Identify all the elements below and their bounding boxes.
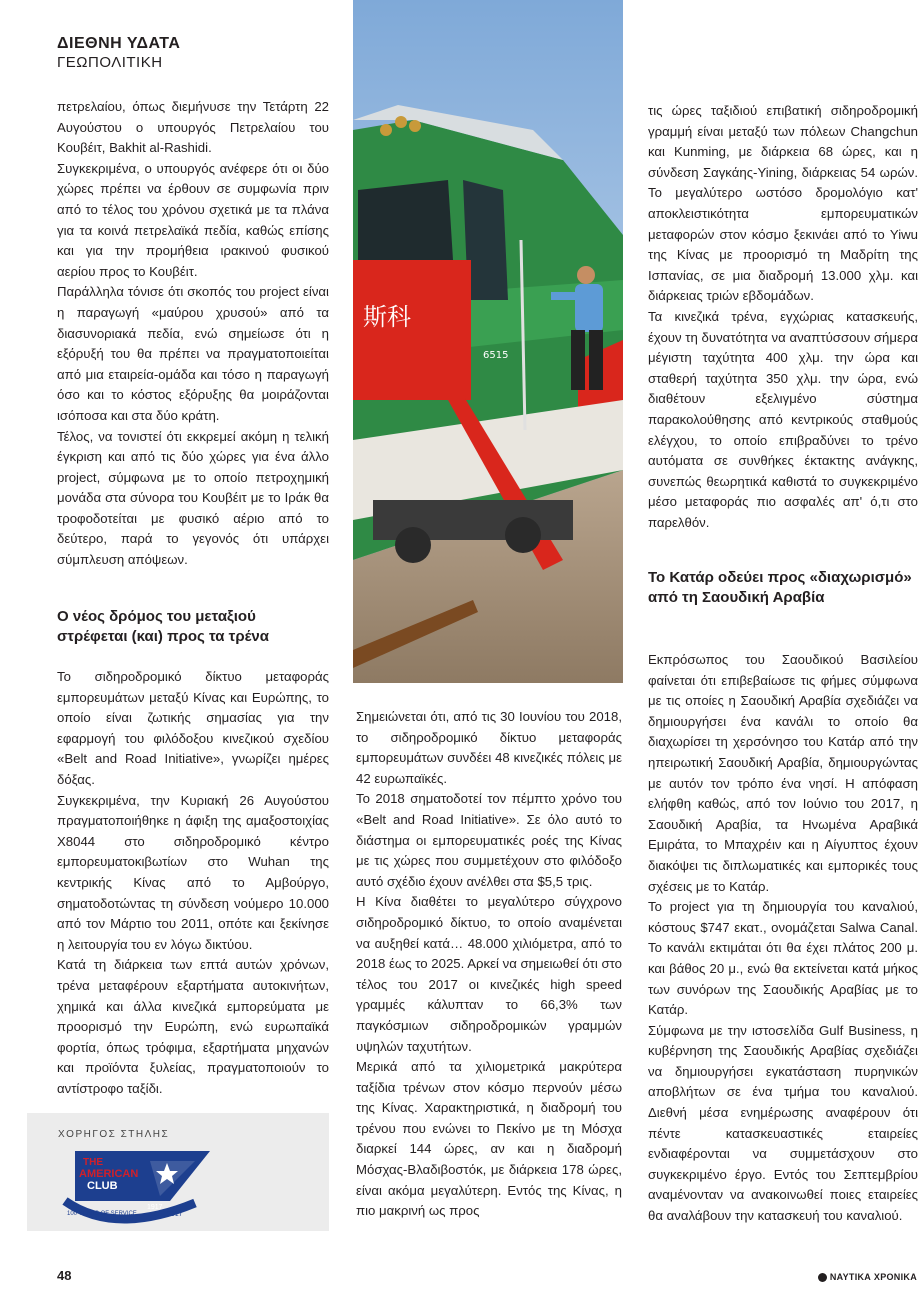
logo-line1: THE xyxy=(83,1157,103,1168)
paragraph: Κατά τη διάρκεια των επτά αυτών χρόνων, τρένα μεταφέρουν εξαρτήματα αυτοκινήτων, χημικά και άλλα κινεζικά εμπορεύματα με προορισμό την Ευρώπη, ενώ ευρωπαϊκά φορτία, όπως τρόφιμα, εξαρτήματα μηχανών και προϊόντα ξυλείας, πραγματοποιούν το αντίστροφο ταξίδι. xyxy=(57,957,329,1096)
paragraph: Εκπρόσωπος του Σαουδικού Βασιλείου φαίνεται ότι επιβεβαίωσε τις φήμες σύμφωνα με τις οποίες η Σαουδική Αραβία σχεδιάζει να δημιουργήσει ένα κανάλι το οποίο θα διαχωρίσει τη χερσόνησο του Κατάρ από την ηπειρωτική Σαουδική Αραβία, δημιουργώντας με αυτόν τον τρόπο ένα νησί. Η απόφαση ελήφθη καθώς, από τον Ιούνιο του 2017, η Σαουδική Αραβία, τα Ηνωμένα Αραβικά Εμιράτα, το Μπαχρέιν και η Αίγυπτος έχουν διακόψει τις διπλωματικές και εμπορικές τους σχέσεις με το Κατάρ. xyxy=(648,652,918,894)
train-photo xyxy=(353,0,623,683)
paragraph: Το 2018 σηματοδοτεί τον πέμπτο χρόνο του «Belt and Road Initiative». Σε όλο αυτό το διάστημα οι εμπορευματικές ροές της Κίνας με τις χώρες που συμμετέχουν στο φιλόδοξο αυτό σχέδιο έχουν ανέλθει στα $5,5 τρις. xyxy=(356,791,622,889)
logo-arc: 100 YEARS OF SERVICE xyxy=(67,1211,137,1217)
paragraph: Η Κίνα διαθέτει το μεγαλύτερο σύγχρονο σιδηροδρομικό δίκτυο, το οποίο αναμένεται να αυξηθεί κατά… 48.000 χιλιόμετρα, από το 2018 έως το 2025. Αρκεί να σημειωθεί ότι στο τέλος του 2017 οι κινεζικές high speed γραμμές κάλυπταν το 66,3% των παγκόσμιων σιδηροδρομικών γραμμών υψηλών ταχυτήτων. xyxy=(356,894,622,1054)
american-club-logo xyxy=(55,1141,215,1231)
train-illustration xyxy=(353,0,623,683)
column-3-bottom xyxy=(648,650,918,1227)
brand-logo-icon xyxy=(818,1273,827,1282)
column-2 xyxy=(356,707,622,1222)
loco-number: 6515 xyxy=(483,350,509,361)
section-title: ΔΙΕΘΝΗ ΥΔΑΤΑ xyxy=(57,35,181,52)
section-subtitle: ΓΕΩΠΟΛΙΤΙΚΗ xyxy=(57,54,163,71)
logo-year-start: 1917 xyxy=(147,1204,163,1211)
paragraph: Συγκεκριμένα, ο υπουργός ανέφερε ότι οι δύο χώρες πρέπει να έρθουν σε συμφωνία πριν από το τέλος του χρόνου σχετικά με τα πλάνα για τα κοινά πετρελαϊκά πεδία, καθώς επίσης και για την προμήθεια ιρακινού φυσικού αερίου προς το Κουβέιτ. xyxy=(57,160,329,279)
page-header xyxy=(57,34,180,72)
page-number: 48 xyxy=(57,1268,72,1283)
subheading-qatar: Το Κατάρ οδεύει προς «διαχωρισμό» από τη Σαουδική Αραβία xyxy=(648,569,912,606)
paragraph: τις ώρες ταξιδιού επιβατική σιδηροδρομική γραμμή είναι μεταξύ των πόλεων Changchun και Kunming, με διάρκεια 68 ώρες, και η σύνδεση Σαγκάης-Yining, διάρκειας 54 ωρών. Το μεγαλύτερο ωστόσο δρομολόγιο κατ' αποκλειστικότητα εμπορευματικών μεταφορών στον κόσμο ξεκινάει από το Yiwu της Κίνας με προορισμό τη Μαδρίτη της Ισπανίας, σε μια διαδρομή 13.000 χλμ. και διάρκειας τριών εβδομάδων. xyxy=(648,103,918,304)
sponsor-label: ΧΟΡΗΓΟΣ ΣΤΗΛΗΣ xyxy=(58,1129,170,1140)
paragraph: Σημειώνεται ότι, από τις 30 Ιουνίου του 2018, το σιδηροδρομικό δίκτυο μεταφοράς εμπορευμάτων συνδέει 48 κινεζικές πόλεις με 42 ευρωπαϊκές. xyxy=(356,709,622,786)
subheading-silk-road: Ο νέος δρόμος του μεταξιού στρέφεται (και) προς τα τρένα xyxy=(57,608,269,645)
paragraph: Το project για τη δημιουργία του καναλιού, κόστους $747 εκατ., ονομάζεται Salwa Canal. Το κανάλι εκτιμάται ότι θα έχει πλάτος 200 μ. και βάθος 20 μ., ενώ θα εκτείνεται κατά μήκος των συνόρων της Σαουδικής Αραβίας με το Κατάρ. xyxy=(648,899,918,1018)
paragraph: Τα κινεζικά τρένα, εγχώριας κατασκευής, έχουν τη δυνατότητα να αναπτύσσουν σήμερα μέγιστη ταχύτητα 400 χλμ. την ώρα και σταθερή ταχύτητα 350 χλμ. την ώρα, ενώ διαθέτουν εξελιγμένο σύστημα παρακολούθησης από κεντρικούς σταθμούς ελέγχου, το οποίο επιβραδύνει το τρένο αυτόματα σε συνθήκες έκτακτης ανάγκης, συνεπώς θεωρητικά καθιστά το συγκεκριμένο μέσο μεταφοράς πιο ασφαλές απ' ό,τι στο παρελθόν. xyxy=(648,308,918,530)
brand-name: ΝΑΥΤΙΚΑ ΧΡΟΝΙΚΑ xyxy=(829,1272,917,1282)
footer-brand xyxy=(818,1272,917,1282)
logo-line2: AMERICAN xyxy=(79,1168,139,1180)
paragraph: Σύμφωνα με την ιστοσελίδα Gulf Business, η κυβέρνηση της Σαουδικής Αραβίας σχεδιάζει να δημιουργήσει εγκατάσταση πυρηνικών αποβλήτων σε ένα τμήμα του καναλιού. Διεθνή μέσα ενημέρωσης αναφέρουν ότι πέντε κατασκευαστικές εταιρείες ενδιαφέρονται να συμμετάσχουν στο συγκεκριμένο έργο. Εντός του Σεπτεμβρίου αναμένονταν να ανακοινωθεί ποιες εταιρείες θα αναλάβουν την κατασκευή του καναλιού. xyxy=(648,1022,918,1224)
logo-line3: CLUB xyxy=(87,1180,118,1192)
paragraph: Το σιδηροδρομικό δίκτυο μεταφοράς εμπορευμάτων μεταξύ Κίνας και Ευρώπης, το οποίο είναι ζωτικής σημασίας για την εφαρμογή του φιλόδοξου κινεζικού σχεδίου «Belt and Road Initiative», γνωρίζει ημέρες δόξας. xyxy=(57,669,329,787)
paragraph: Μερικά από τα χιλιομετρικά μακρύτερα ταξίδια τρένων στον κόσμο περνούν μέσω της Κίνας. Χαρακτηριστικά, η διαδρομή του τρένου που ενώνει το Πεκίνο με τη Μόσχα διαρκεί 144 ώρες, αν και η διαδρομή Μόσχας-Βλαδιβοστόκ, με διάρκεια 178 ώρες, είναι ακόμα μεγαλύτερη. Εντός της Κίνας, η πιο μακρινή ως προς xyxy=(356,1059,622,1219)
column-3-top xyxy=(648,101,918,533)
paragraph: Παράλληλα τόνισε ότι σκοπός του project είναι η παραγωγή «μαύρου χρυσού» από τα διασυνοριακά πεδία, ενώ σημείωσε ότι η εξόρυξή του θα πρέπει να πραγματοποιείται από μια εταιρεία-ομάδα και τόσο η παραγωγή όσο και το κόστος εξόρυξης θα μοιράζονται ισόποσα και στα δύο κράτη. xyxy=(57,284,329,423)
sponsor-box xyxy=(27,1113,329,1231)
logo-year-end: 2017 xyxy=(167,1211,183,1218)
paragraph: Τέλος, να τονιστεί ότι εκκρεμεί ακόμη η τελική έγκριση και από τις δύο χώρες για ένα άλλο project, σύμφωνα με το οποίο πετροχημική μονάδα στα σύνορα του Κουβέιτ με το Ιράκ θα τροφοδοτείται με φυσικό αέριο από το δεύτερο, παρά το γεγονός ότι υπάρχει σύμπλευση απόψεων. xyxy=(57,428,329,568)
sign-text: 斯科 xyxy=(363,303,411,331)
column-1-bottom xyxy=(57,667,329,1099)
column-1-top xyxy=(57,97,329,571)
paragraph: πετρελαίου, όπως διεμήνυσε την Τετάρτη 22 Αυγούστου ο υπουργός Πετρελαίου του Κουβέιτ, Bakhit al-Rashidi. xyxy=(57,99,329,156)
paragraph: Συγκεκριμένα, την Κυριακή 26 Αυγούστου πραγματοποιήθηκε η άφιξη της αμαξοστοιχίας X8044 στο σιδηροδρομικό κέντρο εμπορευματοκιβωτίων στο Wuhan της κεντρικής Κίνας από το Αμβούργο, σηματοδοτώντας τη σύνδεση νούμερο 10.000 από τον Μάρτιο του 2011, οπότε και ξεκίνησε η λειτουργία του εν λόγω δικτύου. xyxy=(57,792,329,952)
